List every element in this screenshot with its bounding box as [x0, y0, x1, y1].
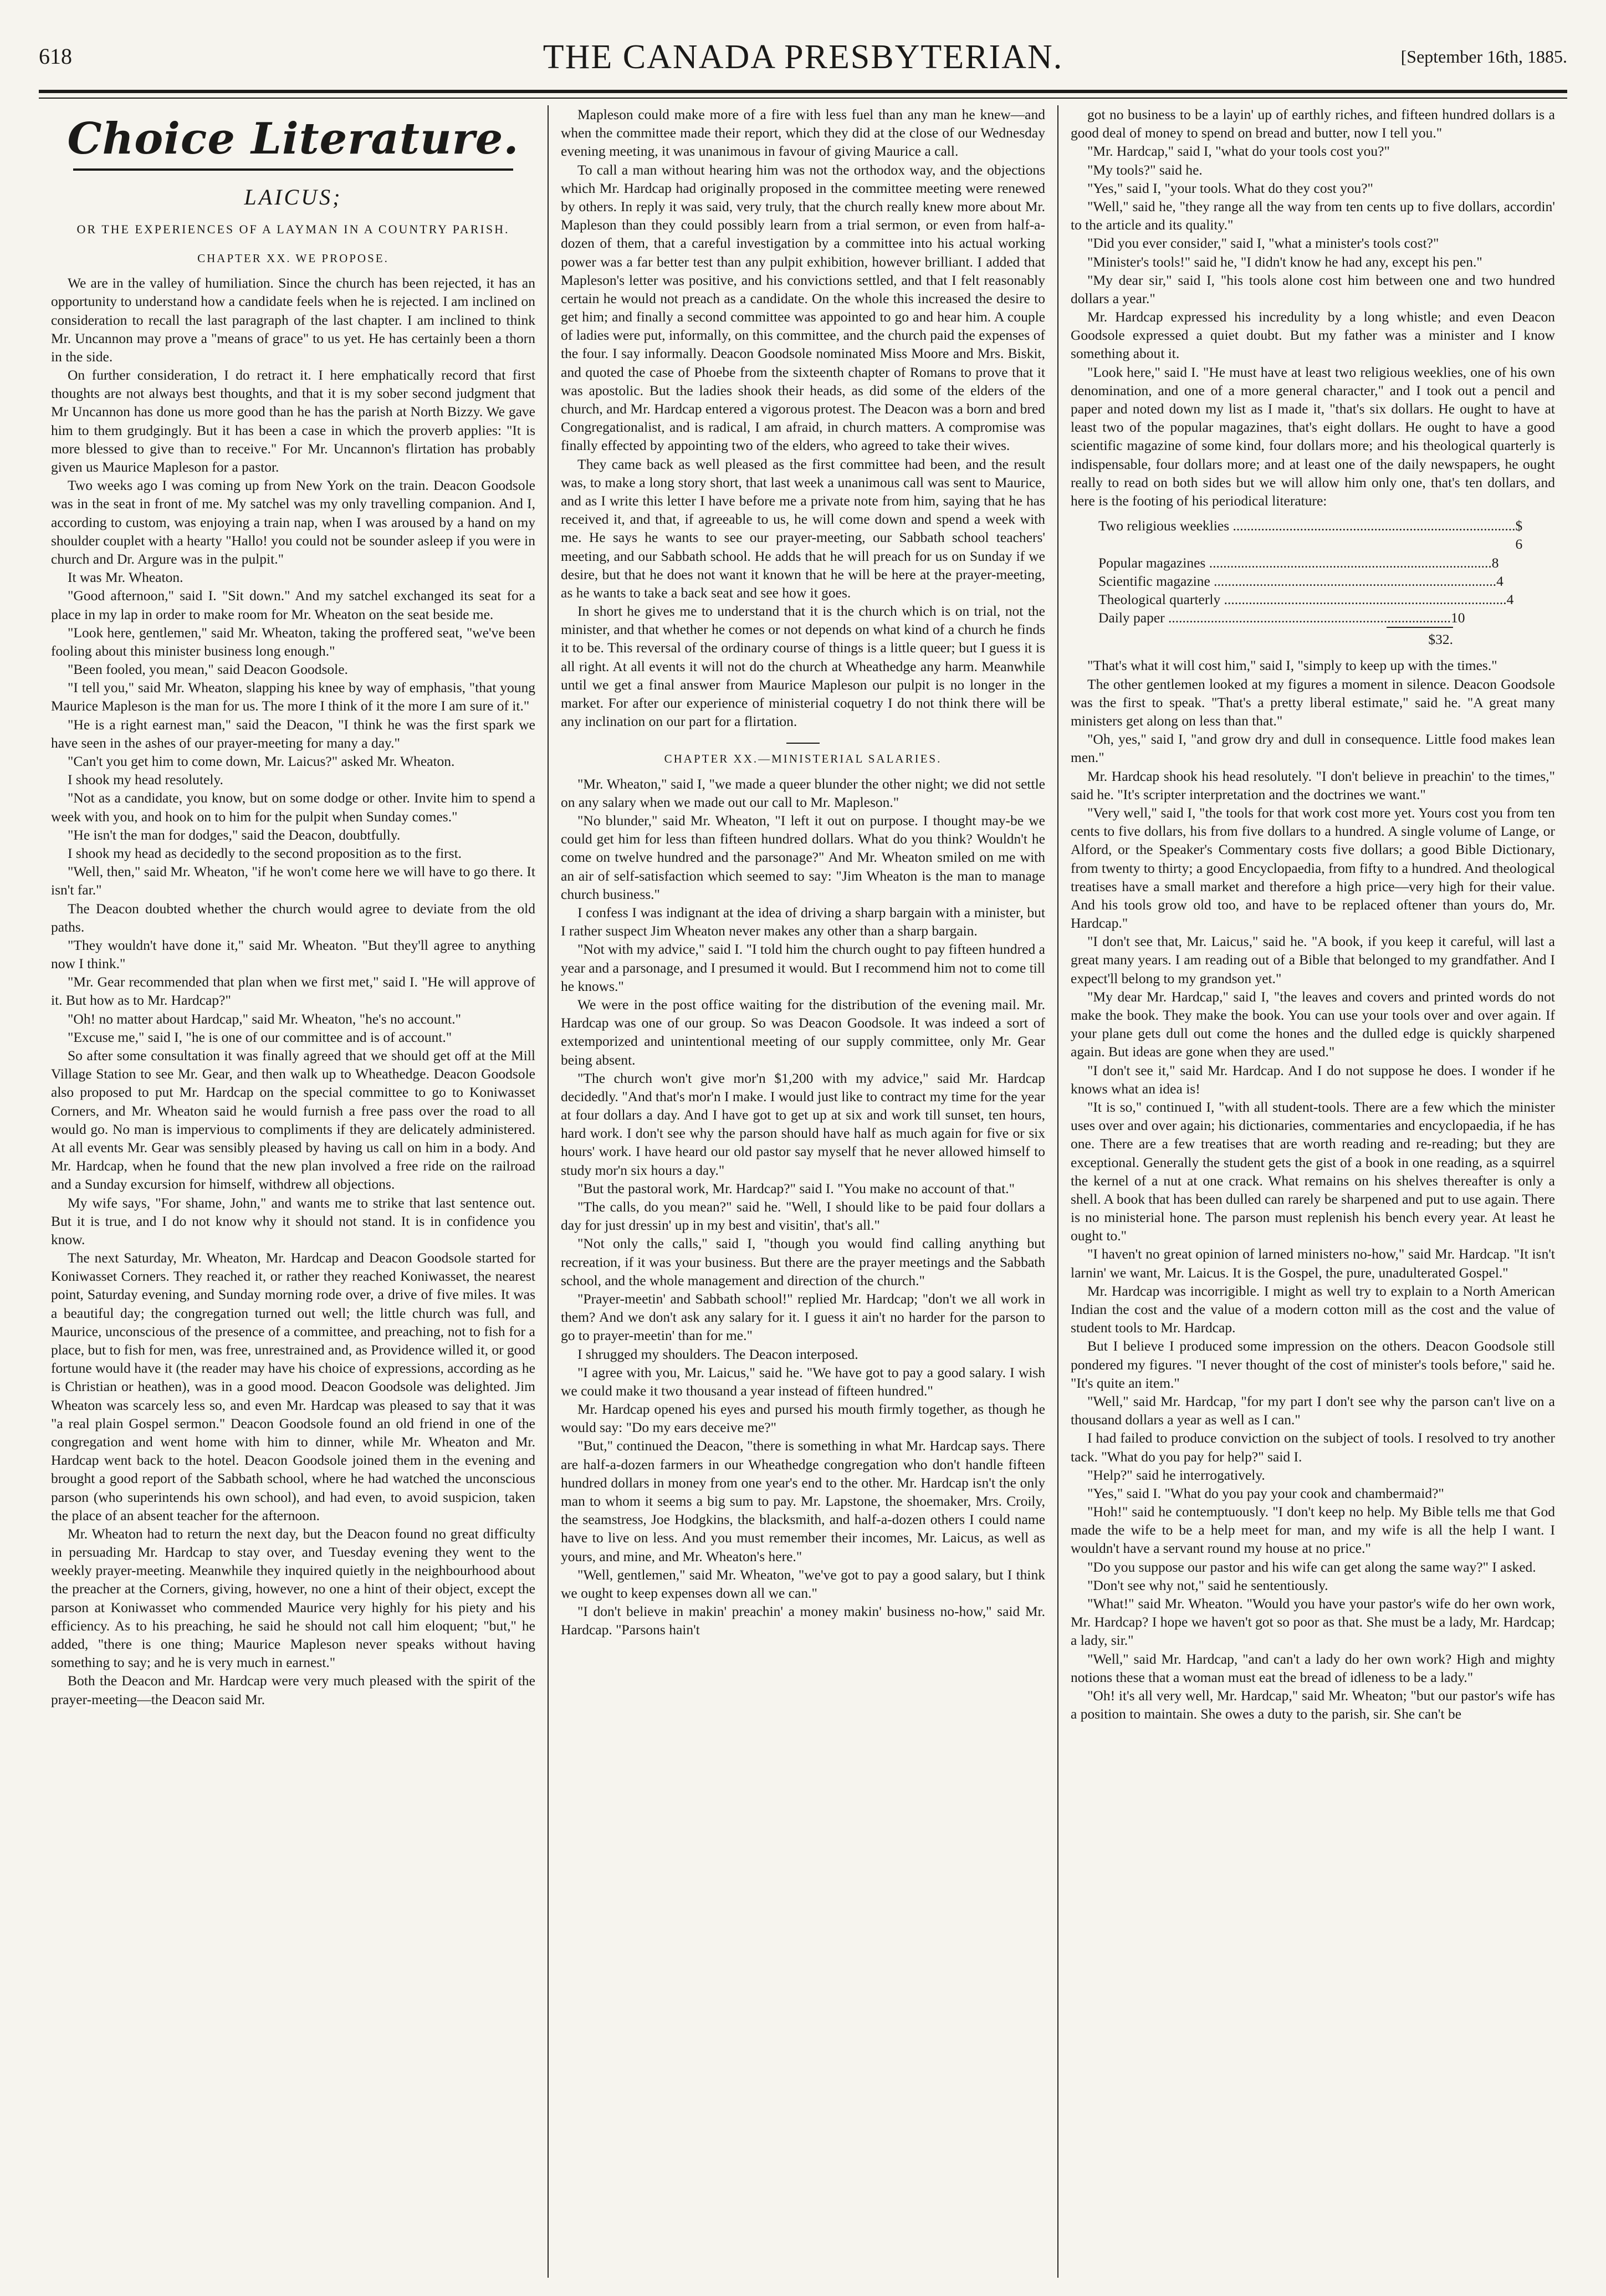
paragraph: "What!" said Mr. Wheaton. "Would you have your pastor's wife do her own work, Mr. Hardcap? I hope we haven't got so poor as that. She must be a lady, Mr. Hardcap; a lady, sir.": [1071, 1596, 1555, 1649]
paragraph: "Did you ever consider," said I, "what a minister's tools cost?": [1087, 235, 1439, 252]
newspaper-page: [39, 17, 1567, 2278]
page-header: [39, 17, 1567, 78]
section-rule: [73, 168, 513, 171]
paragraph: "Mr. Gear recommended that plan when we first met," said I. "He will approve of it. But how as to Mr. Hardcap?": [51, 974, 535, 1009]
paragraph: "Don't see why not," said he sententiously.: [1087, 1577, 1328, 1593]
paragraph: "Been fooled, you mean," said Deacon Goodsole.: [68, 661, 348, 678]
header-rule-thick: [39, 90, 1567, 93]
issue-date: [September 16th, 1885.: [1400, 47, 1567, 67]
paragraph: "Hoh!" said he contemptuously. "I don't keep no help. My Bible tells me that God made the wife to be a help meet for man, and my wife is all the help I want. I wouldn't have a servant round my house at no price.": [1071, 1504, 1555, 1557]
paragraph: "I don't believe in makin' preachin' a money makin' business no-how," said Mr. Hardcap. "Parsons hain't: [561, 1603, 1045, 1638]
paragraph: "Not as a candidate, you know, but on some dodge or other. Invite him to spend a week with you, and hook on to him for the pulpit when Sunday comes.": [51, 790, 535, 825]
paragraph: Mr. Wheaton had to return the next day, but the Deacon found no great difficulty in persuading Mr. Hardcap to stay over, and Tuesday evening they went to the weekly prayer-meeting. Meanwhile they inquired quietly in the neighbourhood about the preacher at the Corners, giving, however, no one a hint of their object, except the parson at Koniwasset who commended Maurice very highly for his piety and his efficiency. As to his preaching, he said he should not call him eloquent; "but," he added, "there is one thing; Maurice Mapleson never speaks without having something to say; and he is very much in earnest.": [51, 1525, 535, 1671]
expense-row: [1098, 590, 1514, 608]
paragraph: But I believe I produced some impression on the others. Deacon Goodsole still pondered my figures. "I never thought of the cost of minister's tools before," said he. "It's quite an item.": [1071, 1338, 1555, 1391]
paragraph: "Well," said he, "they range all the way from ten cents up to five dollars, accordin' to the article and its quality.": [1071, 198, 1555, 233]
article-columns: [39, 105, 1567, 2278]
paragraph: "Oh! no matter about Hardcap," said Mr. Wheaton, "he's no account.": [68, 1010, 461, 1027]
paragraph: "He isn't the man for dodges," said the Deacon, doubtfully.: [68, 826, 401, 843]
paragraph: "Yes," said I, "your tools. What do they cost you?": [1087, 180, 1373, 196]
column-1-text: [51, 274, 535, 1709]
story-title: LAICUS;: [244, 184, 342, 209]
masthead-title: THE CANADA PRESBYTERIAN.: [543, 38, 1063, 76]
expense-item: Scientific magazine ................................................................................: [1098, 572, 1497, 589]
paragraph: "But," continued the Deacon, "there is something in what Mr. Hardcap says. There are half-a-dozen farmers in our Wheathedge congregation who don't handle fifteen hundred dollars in money from one year's end to the other. Mr. Hardcap isn't the only man to whom it seems a big sum to pay. Mr. Lapstone, the shoemaker, Mrs. Croily, the seamstress, Joe Hodgkins, the blacksmith, and half-a-dozen others I could name have to live on less. And you must remember their incomes, Mr. Laicus, as well as yours, and mine, and Mr. Wheaton's here.": [561, 1438, 1045, 1564]
paragraph: "Look here," said I. "He must have at least two religious weeklies, one of his own denomination, and one of a more general character," and I took out a pencil and paper and noted down my list as I made it, "that's six dollars. He ought to have at least two of the popular magazines, that's eight dollars. He ought to have a good scientific magazine of some kind, four dollars more; and his theological quarterly is indispensable, four dollars more; and at least one of the daily newspapers, he ought really to read on both sides but we will allow him only one, that's ten dollars, and here is the footing of his periodical literature:: [1071, 364, 1555, 509]
paragraph: "I agree with you, Mr. Laicus," said he. "We have got to pay a good salary. I wish we could make it two thousand a year instead of fifteen hundred.": [561, 1364, 1045, 1399]
column-2: [548, 105, 1057, 2278]
paragraph: "Excuse me," said I, "he is one of our committee and is of account.": [68, 1029, 452, 1045]
column-3: [1057, 105, 1567, 2278]
paragraph: I shook my head resolutely.: [68, 771, 223, 788]
paragraph: "I haven't no great opinion of larned ministers no-how," said Mr. Hardcap. "It isn't larnin' we want, Mr. Laicus. It is the Gospel, the pure, unadulterated Gospel.": [1071, 1246, 1555, 1281]
paragraph: "But the pastoral work, Mr. Hardcap?" said I. "You make no account of that.": [577, 1180, 1015, 1196]
paragraph: "I don't see it," said Mr. Hardcap. And I do not suppose he does. I wonder if he knows what an idea is!: [1071, 1062, 1555, 1097]
paragraph: "Look here, gentlemen," said Mr. Wheaton, taking the proffered seat, "we've been fooling about this minister business long enough.": [51, 624, 535, 659]
expense-table: [1098, 517, 1523, 648]
paragraph: "My dear Mr. Hardcap," said I, "the leaves and covers and printed words do not make the book. They make the book. You can use your tools over and over again. If your plane gets dull out come the hones and the dulled edge is quickly sharpened again. But ideas are gone when they are used.": [1071, 988, 1555, 1060]
paragraph: "Minister's tools!" said he, "I didn't know he had any, except his pen.": [1087, 253, 1482, 270]
paragraph: The next Saturday, Mr. Wheaton, Mr. Hardcap and Deacon Goodsole started for Koniwasset Corners. They reached it, or rather they reached Koniwasset, the nearest point, Saturday evening, and Sunday morning rode over, a drive of five miles. It was a beautiful day; the congregation turned out well; the little church was full, and Maurice, unconscious of the presence of a committee, and preaching, not to fish for a place, but to fish for men, was free, unrestrained and, as Providence willed it, or good fortune would have it (the reader may have his choice of expressions, according as he is Christian or heathen), was in a good mood. Deacon Goodsole was delighted. Jim Wheaton was scarcely less so, and even Mr. Hardcap was pleased to say that it was "a real plain Gospel sermon." Deacon Goodsole found an old friend in one of the congregation and went home with him to dinner, while Mr. Wheaton and Mr. Hardcap went back to the hotel. Deacon Goodsole joined them in the evening and brought a good report of the Sabbath school, where he had watched the unconscious parson (who superintends his own school), and had even, to avoid suspicion, taken the place of an absent teacher for the afternoon.: [51, 1250, 535, 1523]
paragraph: "That's what it will cost him," said I, "simply to keep up with the times.": [1087, 657, 1497, 674]
paragraph: We are in the valley of humiliation. Since the church has been rejected, it has an opportunity to understand how a candidate feels when he is rejected. I am inclined on consideration to recall the last paragraph of the last chapter. I am inclined to think Mr. Uncannon may prove a "means of grace" to us yet. He has certainly been a thorn in the side.: [51, 275, 535, 365]
paragraph: Both the Deacon and Mr. Hardcap were very much pleased with the spirit of the prayer-meeting—the Deacon said Mr.: [51, 1673, 535, 1707]
column-2-text: [561, 105, 1045, 730]
paragraph: It was Mr. Wheaton.: [68, 569, 183, 586]
paragraph: Mr. Hardcap shook his head resolutely. "I don't believe in preachin' to the times," said he. "It's scripter interpretation and the doctrines we want.": [1071, 768, 1555, 802]
paragraph: "Well," said Mr. Hardcap, "and can't a lady do her own work? High and mighty notions these that a woman must eat the bread of idleness to be a lady.": [1071, 1650, 1555, 1685]
expense-item: Two religious weeklies ................................................................................: [1098, 518, 1516, 534]
paragraph: I confess I was indignant at the idea of driving a sharp bargain with a minister, but I rather suspect Jim Wheaton never makes any other than a sharp bargain.: [561, 904, 1045, 939]
paragraph: Two weeks ago I was coming up from New York on the train. Deacon Goodsole was in the seat in front of me. My satchel was my only travelling companion. And I, according to custom, was enjoying a train nap, when I was aroused by a hand on my shoulder couplet with a hearty "Hallo! you could not be sounder asleep if you were in church and Dr. Argure was in the pulpit.": [51, 477, 535, 567]
paragraph: Mapleson could make more of a fire with less fuel than any man he knew—and when the committee made their report, which they did at the close of our Wednesday evening meeting, it was unanimous in favour of giving Maurice a call.: [561, 106, 1045, 160]
paragraph: I had failed to produce conviction on the subject of tools. I resolved to try another tack. "What do you pay for help?" said I.: [1071, 1430, 1555, 1465]
page-number: 618: [39, 44, 72, 69]
paragraph: "Help?" said he interrogatively.: [1087, 1466, 1265, 1483]
paragraph: "Mr. Wheaton," said I, "we made a queer blunder the other night; we did not settle on any salary when we made out our call to Mr. Mapleson.": [561, 775, 1045, 810]
paragraph: On further consideration, I do retract it. I here emphatically record that first thoughts are not always best thoughts, and that it is my sober second judgment that Mr Uncannon has done us more good than he has the parish at North Bizzy. We gave him to them grudgingly. But it has been a case in which the proverb applies: "It is more blessed to give than to receive." For Mr. Uncannon's flirtation has probably given us Maurice Mapleson for a pastor.: [51, 367, 535, 475]
chapter-heading: CHAPTER XX. WE PROPOSE.: [197, 251, 389, 265]
paragraph: "Good afternoon," said I. "Sit down." And my satchel exchanged its seat for a place in my lap in order to make room for Mr. Wheaton on the seat beside me.: [51, 587, 535, 622]
expense-amount: $ 6: [1515, 518, 1523, 553]
paragraph: "No blunder," said Mr. Wheaton, "I left it out on purpose. I thought may-be we could get him for less than fifteen hundred dollars. What do you think? Wouldn't he come on twelve hundred and the parsonage?" And Mr. Wheaton smiled on me with an air of self-satisfaction which seemed to say: "Jim Wheaton is the man to manage church business.": [561, 812, 1045, 902]
paragraph: Mr. Hardcap expressed his incredulity by a long whistle; and even Deacon Goodsole expressed a quiet doubt. But my father was a minister and I know something about it.: [1071, 309, 1555, 362]
paragraph: "Can't you get him to come down, Mr. Laicus?" asked Mr. Wheaton.: [68, 753, 455, 770]
expense-item: Popular magazines ................................................................................: [1098, 554, 1492, 571]
paragraph: I shrugged my shoulders. The Deacon interposed.: [577, 1346, 858, 1362]
paragraph: "Not with my advice," said I. "I told him the church ought to pay fifteen hundred a year and a parsonage, and I presumed it would. But I recommend him not to come till he knows.": [561, 941, 1045, 994]
expense-amount: 4: [1496, 572, 1503, 589]
header-rule-thin: [39, 98, 1567, 99]
paragraph: I shook my head as decidedly to the second proposition as to the first.: [68, 845, 462, 861]
paragraph: "My tools?" said he.: [1087, 161, 1203, 178]
expense-item: Theological quarterly ................................................................................: [1098, 591, 1507, 607]
expense-row: [1098, 572, 1503, 590]
paragraph: "Oh, yes," said I, "and grow dry and dull in consequence. Little food makes lean men.": [1071, 731, 1555, 766]
paragraph: "They wouldn't have done it," said Mr. Wheaton. "But they'll agree to anything now I think.": [51, 937, 535, 972]
column-3-text: [1071, 105, 1555, 510]
paragraph: "Yes," said I. "What do you pay your cook and chambermaid?": [1087, 1485, 1444, 1501]
expense-rows: [1098, 517, 1523, 627]
expense-item: Daily paper ................................................................................: [1098, 610, 1451, 626]
expense-amount: 10: [1451, 610, 1465, 626]
column-2-text: [561, 775, 1045, 1639]
expense-row: [1098, 608, 1465, 627]
paragraph: got no business to be a layin' up of earthly riches, and fifteen hundred dollars is a good deal of money to spend on bread and butter, now I tell you.": [1071, 106, 1555, 141]
expense-row: [1098, 517, 1523, 553]
paragraph: We were in the post office waiting for the distribution of the evening mail. Mr. Hardcap was one of our group. So was Deacon Goodsole. It was indeed a sort of extemporized and unintentional meeting of our supply committee, only Mr. Gear being absent.: [561, 996, 1045, 1068]
paragraph: "Very well," said I, "the tools for that work cost more yet. Yours cost you from ten cents to five dollars, his from five dollars to a hundred. A single volume of Lange, or Alford, or the Speaker's Commentary costs five dollars; a good Bible Dictionary, from twenty to thirty; a good Encyclopaedia, from fifty to a hundred. And theological treatises have a small market and therefore a high price—very high for their value. And his tools grow old too, and have to be replaced oftener than yours do, Mr. Hardcap.": [1071, 804, 1555, 932]
paragraph: "Mr. Hardcap," said I, "what do your tools cost you?": [1087, 143, 1390, 160]
paragraph: "Well, gentlemen," said Mr. Wheaton, "we've got to pay a good salary, but I think we ought to keep expenses down all we can.": [561, 1566, 1045, 1601]
paragraph: So after some consultation it was finally agreed that we should get off at the Mill Village Station to see Mr. Gear, and then walk up to Wheathedge. Deacon Goodsole also proposed to put Mr. Hardcap on the special committee to go to Koniwasset Corners, and Mr. Wheaton said he would furnish a free pass over the road to all would go. No man is impervious to compliments if they are delicately administered. At all events Mr. Gear was sensibly pleased by having us call on him in a body. And Mr. Hardcap, when he found that the new plan involved a free ride on the railroad and a Sunday excursion for himself, withdrew all objections.: [51, 1047, 535, 1193]
column-3-text: [1071, 656, 1555, 1723]
paragraph: They came back as well pleased as the first committee had been, and the result was, to make a long story short, that last week a unanimous call was sent to Maurice, and as I write this letter I have before me a private note from him, saying that he has received it, and that, if agreeable to us, he will come down and spend a week with me. He says he wants to see our prayer-meeting, our Sabbath school teachers' meeting, and our Sabbath school. He adds that he will preach for us on Sunday if we desire, but that he does not want it known that he will be here at the prayer-meeting, as he wants to take a back seat and see how it goes.: [561, 456, 1045, 601]
paragraph: "Not only the calls," said I, "though you would find calling anything but recreation, if it was your business. But there are the prayer meetings and the Sabbath school, and the whole management and direction of the church.": [561, 1235, 1045, 1288]
paragraph: "It is so," continued I, "with all student-tools. There are a few which the minister uses over and over again; his dictionaries, commentaries and encyclopaedia, if he has one. There are a few treatises that are worth reading and re-reading; but they are exceptional. Generally the student gets the gist of a book in one reading, as a squirrel the kernel of a nut at one crack. What remains on his shelves thereafter is only a shell. A book that has been dulled can rarely be sharpened and put to use again. There is no ministerial hone. The parson must replenish his bench every year. At least he ought to.": [1071, 1098, 1555, 1244]
paragraph: "He is a right earnest man," said the Deacon, "I think he was the first spark we have seen in the ashes of our prayer-meeting for many a day.": [51, 716, 535, 751]
paragraph: "Prayer-meetin' and Sabbath school!" replied Mr. Hardcap; "don't we all work in them? And we don't ask any salary for it. I guess it ain't no harder for the parson to go to prayer-meetin' than for me.": [561, 1290, 1045, 1344]
paragraph: "Do you suppose our pastor and his wife can get along the same way?" I asked.: [1087, 1558, 1536, 1575]
paragraph: "Well, then," said Mr. Wheaton, "if he won't come here we will have to go there. It isn't far.": [51, 863, 535, 898]
paragraph: "Oh! it's all very well, Mr. Hardcap," said Mr. Wheaton; "but our pastor's wife has a position to maintain. She owes a duty to the parish, sir. She can't be: [1071, 1687, 1555, 1722]
paragraph: The other gentlemen looked at my figures a moment in silence. Deacon Goodsole was the first to speak. "That's a pretty liberal estimate," said he. "A great many ministers get along on less than that.": [1071, 676, 1555, 729]
paragraph: "Well," said Mr. Hardcap, "for my part I don't see why the parson can't live on a thousand dollars a year as well as I can.": [1071, 1393, 1555, 1428]
paragraph: "The calls, do you mean?" said he. "Well, I should like to be paid four dollars a day for just dressin' up in my best and visitin', that's all.": [561, 1199, 1045, 1234]
paragraph: To call a man without hearing him was not the orthodox way, and the objections which Mr. Hardcap had originally proposed in the committee meeting were renewed by others. In reply it was said, very truly, that the church really knew more about Mr. Mapleson than they could possibly learn from a trial sermon, or even from half-a-dozen of them, that a careful investigation by a committee into his actual working power was a far better test than any pulpit exhibition, however brilliant. I added that Mapleson's letter was positive, and his convictions settled, and that I felt reasonably certain he would not preach as a candidate. On the whole this increased the desire to get him; and finally a second committee was appointed to go and hear him. A couple of ladies were put, informally, on this committee, and the church paid the expenses of the four. I say informally. Deacon Goodsole nominated Miss Moore and Mrs. Biskit, and quoted the case of Phoebe from the sixteenth chapter of Romans to prove that it was apostolic. But the ladies shook their heads, as did some of the elders of the church, and Mr. Hardcap entered a vigorous protest. The Deacon was a born and bred Congregationalist, and is radical, I am afraid, in church matters. A compromise was finally effected by appointing two of the elders, who agreed to take their wives.: [561, 161, 1045, 454]
paragraph: "I tell you," said Mr. Wheaton, slapping his knee by way of emphasis, "that young Maurice Mapleson is the man for us. The more I think of it the more I am sure of it.": [51, 679, 535, 714]
paragraph: "The church won't give mor'n $1,200 with my advice," said Mr. Hardcap decidedly. "And that's mor'n I make. I would just like to contract my time for the year at four dollars a day. And I have got to get up at six and work till sunset, ten hours, hard work. I don't see why the parson should have half as much again for five or six hours' work. I have heard our old pastor say myself that he never allowed himself to study mor'n six hours a day.": [561, 1070, 1045, 1178]
expense-amount: 4: [1506, 591, 1514, 607]
paragraph: Mr. Hardcap was incorrigible. I might as well try to explain to a North American Indian the cost and the value of a modern cotton mill as the cost and the value of student tools to Mr. Hardcap.: [1071, 1282, 1555, 1336]
story-subtitle: OR THE EXPERIENCES OF A LAYMAN IN A COUNTRY PARISH.: [76, 222, 510, 236]
chapter-divider: [786, 743, 820, 744]
chapter-heading: CHAPTER XX.—MINISTERIAL SALARIES.: [664, 752, 942, 766]
paragraph: In short he gives me to understand that it is the church which is on trial, not the minister, and that whether he comes or not depends on what kind of a church he finds it to be. This reversal of the ordinary course of things is a little queer; but I guess it is all right. At all events it will not do the church at Wheathedge any harm. Meanwhile until we get a final answer from Maurice Mapleson our pulpit is no longer in the market. For after our experience of ministerial coquetry I do not think there will be any inclination on our part for a flirtation.: [561, 603, 1045, 730]
expense-row: [1098, 554, 1499, 572]
paragraph: The Deacon doubted whether the church would agree to deviate from the old paths.: [51, 900, 535, 935]
section-heading: Choice Literature.: [67, 114, 519, 164]
paragraph: Mr. Hardcap opened his eyes and pursed his mouth firmly together, as though he would say: "Do my ears deceive me?": [561, 1401, 1045, 1436]
paragraph: "I don't see that, Mr. Laicus," said he. "A book, if you keep it careful, will last a great many years. I am reading out of a Bible that belonged to my grandfather. And I expect'll belong to my grandson yet.": [1071, 933, 1555, 986]
paragraph: "My dear sir," said I, "his tools alone cost him between one and two hundred dollars a year.": [1071, 272, 1555, 306]
paragraph: My wife says, "For shame, John," and wants me to strike that last sentence out. But it is true, and I do not know why it should not stand. It is in confidence you know.: [51, 1194, 535, 1247]
expense-amount: 8: [1491, 554, 1499, 571]
column-1: [39, 105, 548, 2278]
expense-total: $32.: [1387, 627, 1453, 648]
